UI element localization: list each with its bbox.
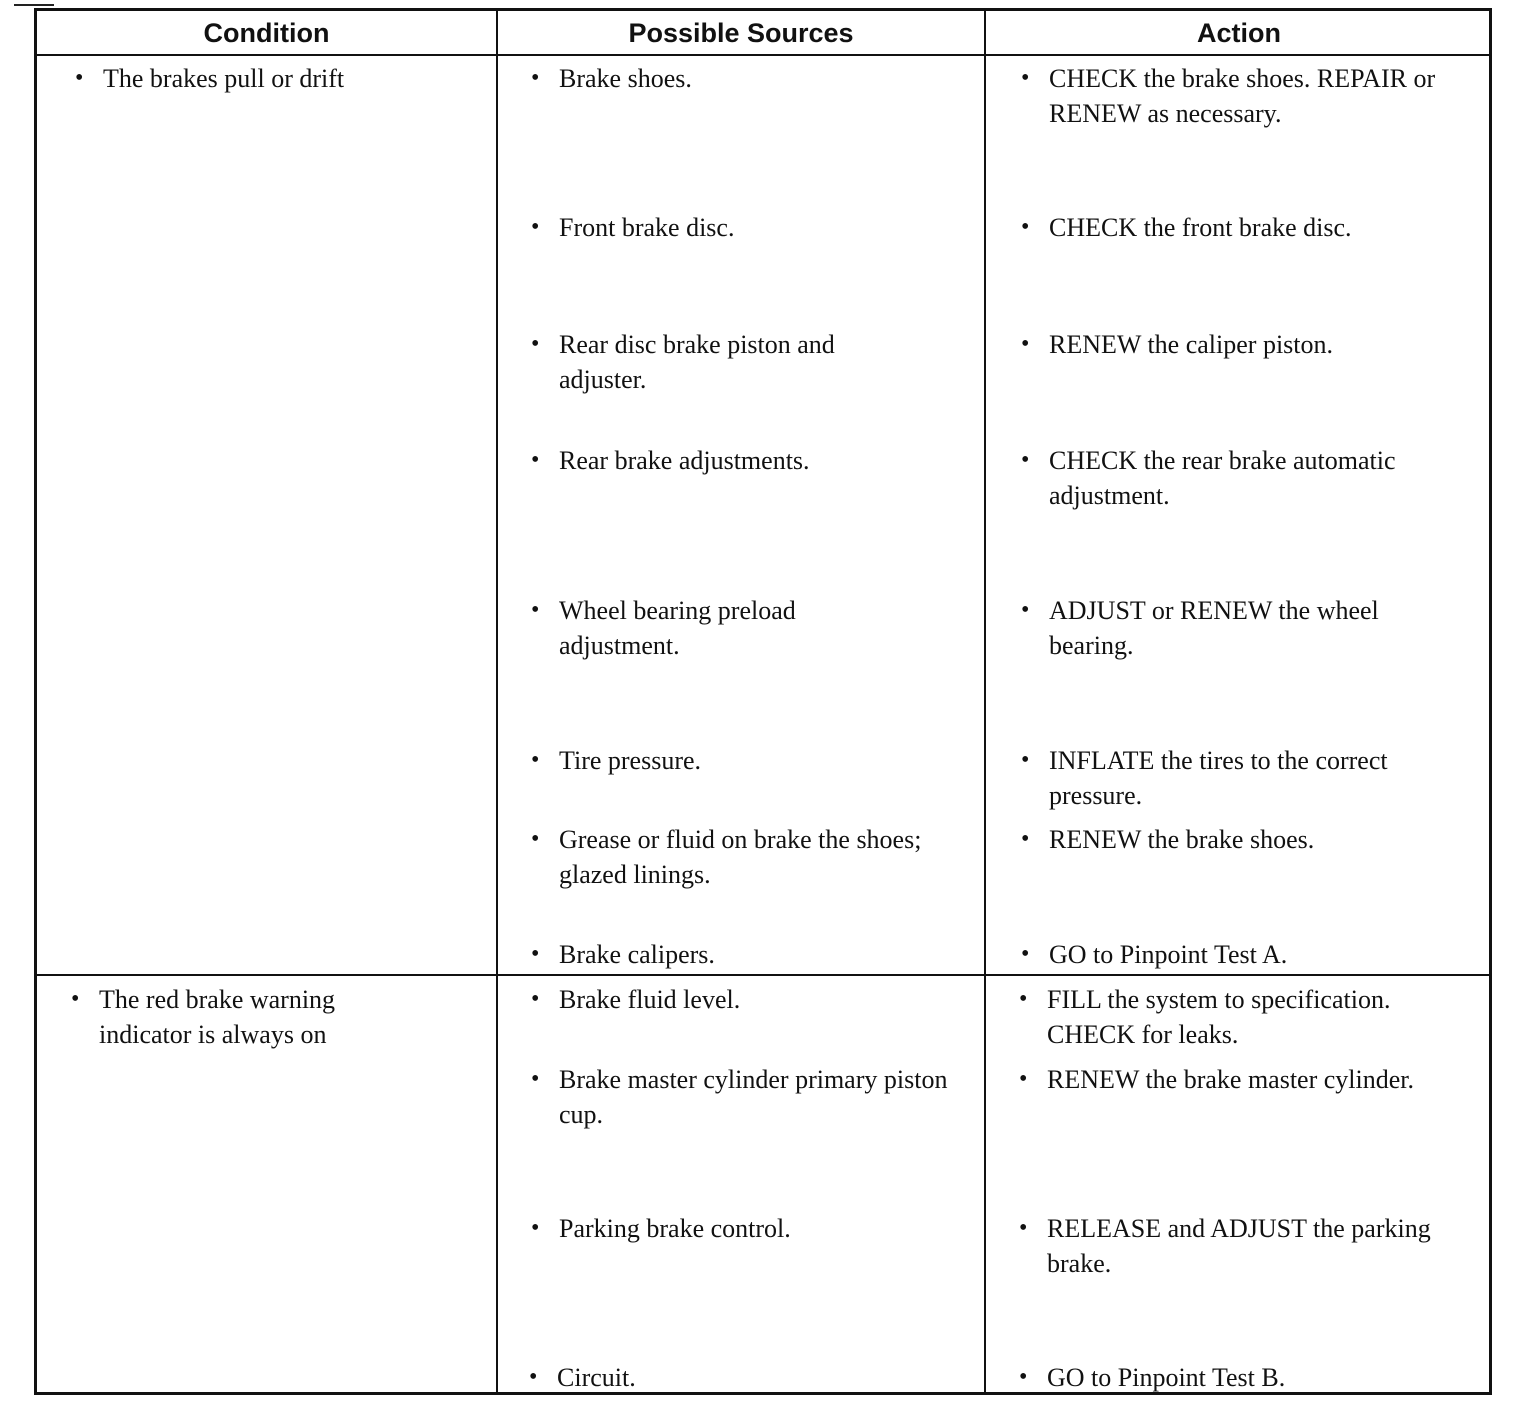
action-cell: • CHECK the front brake disc. — [1017, 210, 1487, 245]
source-cell: • Tire pressure. — [527, 743, 967, 778]
action-cell: • RENEW the brake master cylinder. — [1015, 1062, 1415, 1097]
page-edge-mark — [14, 0, 54, 6]
source-cell: • Rear brake adjustments. — [527, 443, 967, 478]
source-cell: • Circuit. — [525, 1360, 965, 1395]
action-cell: • INFLATE the tires to the correct pressure. — [1017, 743, 1477, 813]
action-cell: • ADJUST or RENEW the wheel bearing. — [1017, 593, 1457, 663]
action-cell: • GO to Pinpoint Test B. — [1015, 1360, 1475, 1395]
action-cell: • CHECK the rear brake automatic adjustment. — [1017, 443, 1477, 513]
action-cell: • RELEASE and ADJUST the parking brake. — [1015, 1211, 1455, 1281]
action-cell: • RENEW the caliper piston. — [1017, 327, 1487, 362]
header-possible-sources: Possible Sources — [628, 17, 854, 48]
source-cell: • Wheel bearing preload adjustment. — [527, 593, 867, 663]
column-divider-1 — [496, 11, 498, 1392]
source-cell: • Front brake disc. — [527, 210, 967, 245]
source-cell: • Brake calipers. — [527, 937, 967, 972]
action-cell: • RENEW the brake shoes. — [1017, 822, 1477, 857]
header-action: Action — [1197, 17, 1281, 48]
row-divider — [37, 974, 1489, 976]
source-cell: • Parking brake control. — [527, 1211, 967, 1246]
header-condition: Condition — [203, 17, 330, 48]
action-cell: • FILL the system to specification. CHECK for leaks. — [1015, 982, 1485, 1052]
action-cell: • GO to Pinpoint Test A. — [1017, 937, 1477, 972]
source-cell: • Brake master cylinder primary piston cup. — [527, 1062, 967, 1132]
action-cell: • CHECK the brake shoes. REPAIR or RENEW as necessary. — [1017, 61, 1487, 131]
source-cell: • Grease or fluid on brake the shoes; glazed linings. — [527, 822, 927, 892]
column-divider-2 — [984, 11, 986, 1392]
source-cell: • Brake fluid level. — [527, 982, 967, 1017]
diagnosis-table — [34, 8, 1492, 1395]
condition-cell: • The red brake warning indicator is always on — [67, 982, 427, 1052]
source-cell: • Brake shoes. — [527, 61, 967, 96]
source-cell: • Rear disc brake piston and adjuster. — [527, 327, 927, 397]
condition-cell: • The brakes pull or drift — [71, 61, 471, 96]
